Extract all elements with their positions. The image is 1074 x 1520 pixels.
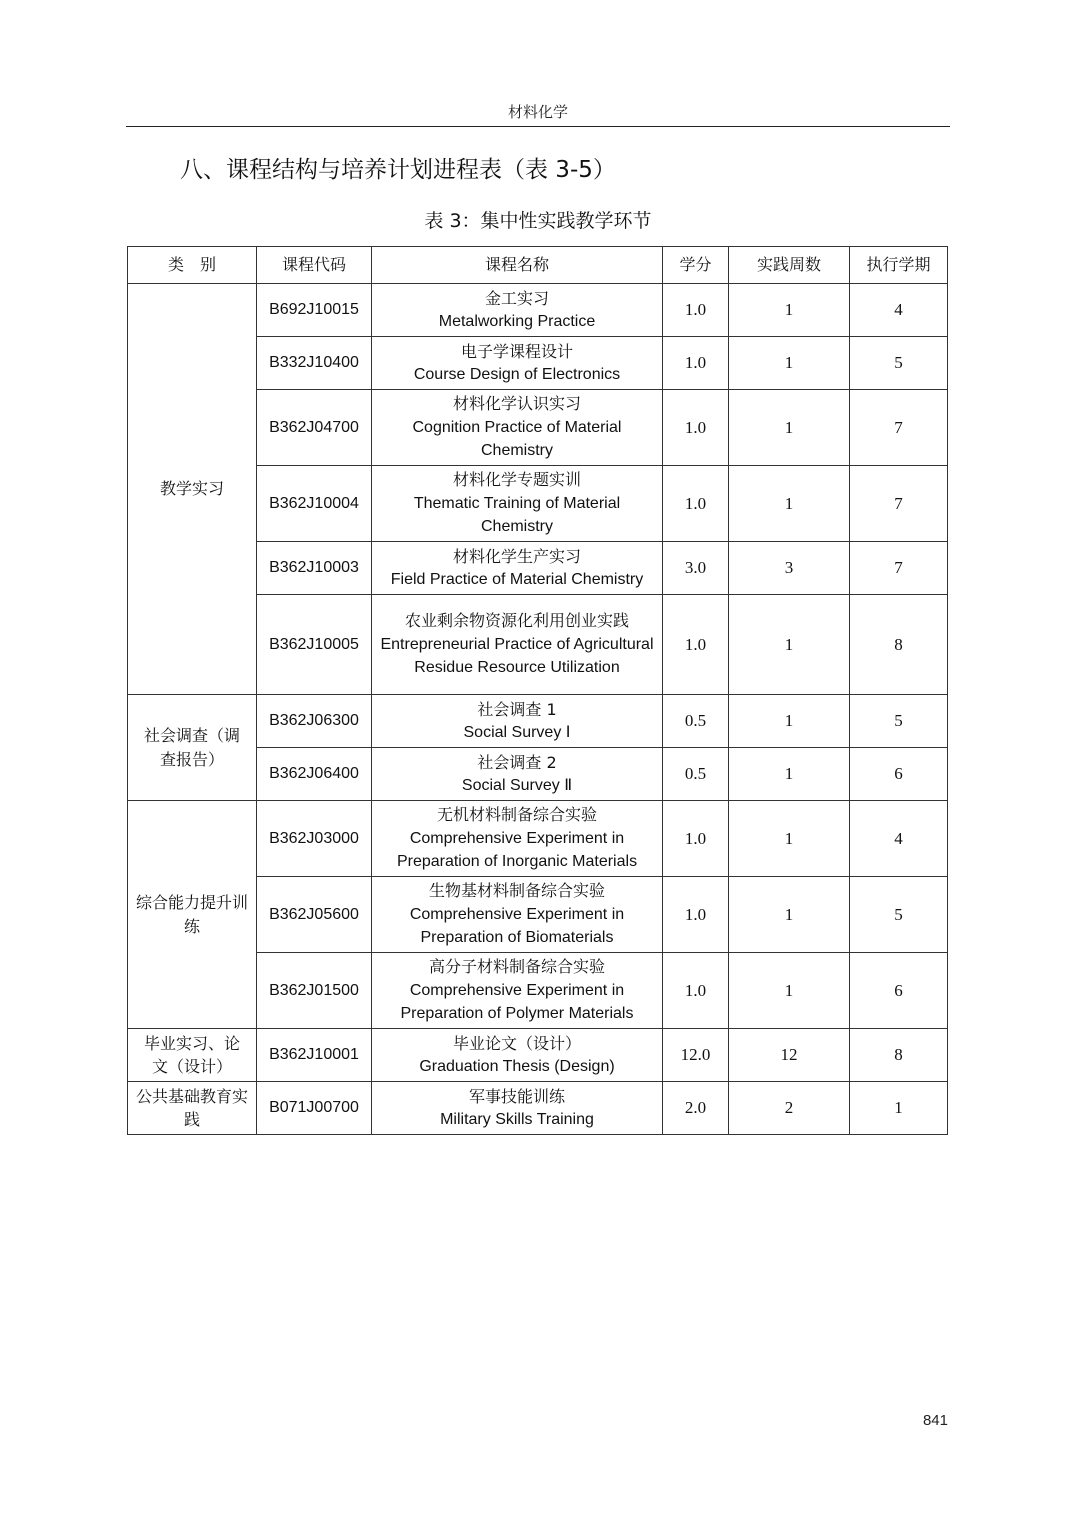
practice-weeks: 1 [729, 801, 850, 877]
practice-weeks: 1 [729, 748, 850, 801]
practice-weeks: 1 [729, 337, 850, 390]
semester: 5 [850, 695, 948, 748]
course-table [127, 246, 948, 1135]
course-code: B362J06300 [257, 695, 372, 748]
course-name [372, 953, 663, 1029]
course-name-en: Entrepreneurial Practice of Agricultural Residue Resource Utilization [380, 635, 654, 677]
practice-weeks: 1 [729, 953, 850, 1029]
semester: 4 [850, 284, 948, 337]
practice-weeks: 1 [729, 284, 850, 337]
credits: 1.0 [663, 877, 729, 953]
course-name-cn: 毕业论文（设计） [452, 1033, 581, 1053]
category-cell: 毕业实习、论文（设计） [128, 1029, 257, 1082]
semester: 5 [850, 337, 948, 390]
course-name-en: Military Skills Training [440, 1111, 594, 1128]
course-code: B362J10003 [257, 542, 372, 595]
course-name-en: Graduation Thesis (Design) [419, 1058, 615, 1075]
table-row [128, 695, 948, 748]
course-code: B362J04700 [257, 390, 372, 466]
course-code: B362J10001 [257, 1029, 372, 1082]
header-course-name: 课程名称 [372, 247, 663, 284]
course-name-en: Comprehensive Experiment in Preparation of Biomaterials [409, 905, 625, 947]
practice-weeks: 1 [729, 595, 850, 695]
course-name-en: Metalworking Practice [438, 313, 596, 330]
course-name-en: Cognition Practice of Material Chemistry [412, 418, 622, 460]
course-code: B362J03000 [257, 801, 372, 877]
course-name-cn: 材料化学认识实习 [452, 394, 581, 414]
course-name-en: Comprehensive Experiment in Preparation of Polymer Materials [400, 981, 634, 1023]
category-cell: 社会调查（调查报告） [128, 695, 257, 801]
course-code: B692J10015 [257, 284, 372, 337]
course-name-en: Field Practice of Material Chemistry [390, 571, 644, 588]
semester: 1 [850, 1082, 948, 1135]
course-name [372, 284, 663, 337]
credits: 1.0 [663, 337, 729, 390]
semester: 5 [850, 877, 948, 953]
credits: 0.5 [663, 748, 729, 801]
credits: 0.5 [663, 695, 729, 748]
course-name-en: Social Survey Ⅱ [461, 777, 573, 794]
course-code: B362J06400 [257, 748, 372, 801]
header-category: 类 别 [128, 247, 257, 284]
course-name [372, 1029, 663, 1082]
course-name-cn: 社会调查 2 [477, 752, 557, 772]
table-header-row [128, 247, 948, 284]
credits: 1.0 [663, 466, 729, 542]
credits: 12.0 [663, 1029, 729, 1082]
course-code: B362J10005 [257, 595, 372, 695]
practice-weeks: 12 [729, 1029, 850, 1082]
course-name [372, 748, 663, 801]
semester: 7 [850, 542, 948, 595]
category-cell: 综合能力提升训练 [128, 801, 257, 1029]
course-code: B362J10004 [257, 466, 372, 542]
credits: 3.0 [663, 542, 729, 595]
course-name [372, 390, 663, 466]
section-title: 八、课程结构与培养计划进程表（表 3-5） [180, 157, 616, 183]
header-practice-weeks: 实践周数 [729, 247, 850, 284]
header-course-code: 课程代码 [257, 247, 372, 284]
practice-weeks: 1 [729, 390, 850, 466]
practice-weeks: 1 [729, 877, 850, 953]
course-name-cn: 电子学课程设计 [460, 341, 573, 361]
semester: 7 [850, 390, 948, 466]
semester: 8 [850, 595, 948, 695]
course-name [372, 466, 663, 542]
course-name [372, 695, 663, 748]
table-row [128, 284, 948, 337]
category-cell: 教学实习 [128, 284, 257, 695]
course-name-cn: 金工实习 [484, 288, 549, 308]
course-code: B362J05600 [257, 877, 372, 953]
course-code: B332J10400 [257, 337, 372, 390]
course-name-cn: 农业剩余物资源化利用创业实践 [404, 611, 629, 631]
running-header: 材料化学 [126, 100, 950, 127]
credits: 1.0 [663, 953, 729, 1029]
course-name [372, 877, 663, 953]
header-semester: 执行学期 [850, 247, 948, 284]
course-name [372, 337, 663, 390]
table-row [128, 801, 948, 877]
course-name [372, 542, 663, 595]
semester: 7 [850, 466, 948, 542]
course-name-cn: 无机材料制备综合实验 [436, 805, 597, 825]
practice-weeks: 2 [729, 1082, 850, 1135]
course-code: B362J01500 [257, 953, 372, 1029]
course-code: B071J00700 [257, 1082, 372, 1135]
credits: 1.0 [663, 284, 729, 337]
credits: 1.0 [663, 595, 729, 695]
semester: 8 [850, 1029, 948, 1082]
credits: 1.0 [663, 390, 729, 466]
table-caption: 表 3：集中性实践教学环节 [424, 210, 652, 232]
semester: 4 [850, 801, 948, 877]
credits: 2.0 [663, 1082, 729, 1135]
course-name-en: Social Survey Ⅰ [463, 724, 571, 741]
course-name [372, 801, 663, 877]
semester: 6 [850, 953, 948, 1029]
category-cell: 公共基础教育实践 [128, 1082, 257, 1135]
practice-weeks: 1 [729, 695, 850, 748]
course-name-cn: 社会调查 1 [477, 699, 557, 719]
course-name-en: Comprehensive Experiment in Preparation of Inorganic Materials [396, 829, 638, 871]
table-row [128, 1029, 948, 1082]
course-name-cn: 高分子材料制备综合实验 [428, 957, 605, 977]
semester: 6 [850, 748, 948, 801]
course-name [372, 1082, 663, 1135]
table-row [128, 1082, 948, 1135]
course-name-en: Course Design of Electronics [413, 366, 621, 383]
practice-weeks: 3 [729, 542, 850, 595]
page-number: 841 [922, 1412, 948, 1429]
practice-weeks: 1 [729, 466, 850, 542]
header-credits: 学分 [663, 247, 729, 284]
course-name-cn: 材料化学生产实习 [452, 546, 581, 566]
credits: 1.0 [663, 801, 729, 877]
course-name-en: Thematic Training of Material Chemistry [413, 494, 621, 536]
course-name-cn: 生物基材料制备综合实验 [428, 881, 605, 901]
course-name [372, 595, 663, 695]
course-name-cn: 军事技能训练 [468, 1086, 565, 1106]
course-name-cn: 材料化学专题实训 [452, 470, 581, 490]
